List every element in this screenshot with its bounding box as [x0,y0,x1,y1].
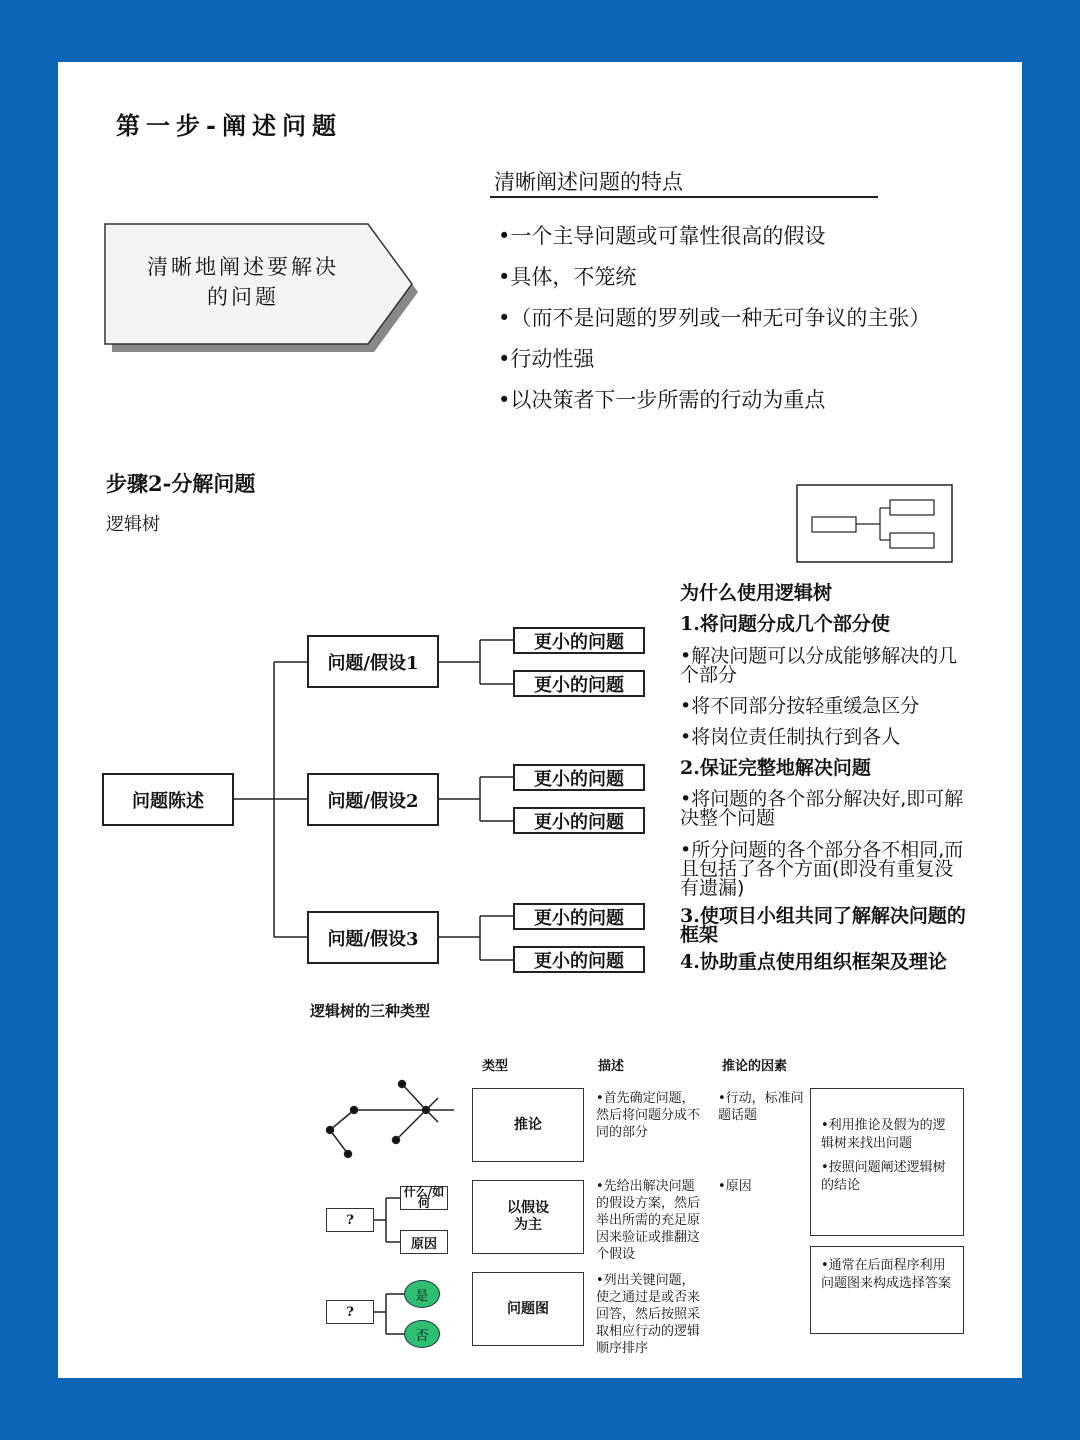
desc-hypothesis: •先给出解决问题的假设方案，然后举出所需的充足原因来验证或推翻这个假设 [596,1179,701,1262]
why-point: 4.协助重点使用组织框架及理论 [680,951,947,973]
tree-branch-1: 问题/假设1 [307,635,439,688]
tree-leaf: 更小的问题 [513,764,645,791]
why-point: •解决问题可以分成能够解决的几个部分 [680,645,958,686]
features-title: 清晰阐述问题的特点 [494,170,683,194]
arrow-text-line1: 清晰地阐述要解决 [147,255,339,279]
tree-leaf: 更小的问题 [513,670,645,697]
note-item: •利用推论及假为的逻辑树来找出问题 [821,1118,946,1151]
issue-map-question-box: ? [326,1300,374,1324]
step1-arrow-text [118,252,368,312]
why-point: 3.使项目小组共同了解解决问题的框架 [680,905,966,946]
why-point: •所分问题的各个部分各不相同,而且包括了各个方面(即没有重复没有遗漏) [680,839,964,899]
why-point: •将问题的各个部分解决好,即可解决整个问题 [680,788,964,829]
tree-leaf: 更小的问题 [513,946,645,973]
tree-leaf: 更小的问题 [513,807,645,834]
features-underline [490,196,878,198]
factor-hypothesis: •原因 [718,1179,752,1194]
hypothesis-question-box: ? [326,1208,374,1232]
note-item: •按照问题阐述逻辑树的结论 [821,1160,946,1193]
yes-circle: 是 [404,1280,440,1308]
notes-box-1 [810,1088,964,1236]
why-point: 2.保证完整地解决问题 [680,757,871,779]
step2-title: 步骤2-分解问题 [106,471,256,496]
desc-deduction: •首先确定问题，然后将问题分成不同的部分 [596,1091,701,1140]
type-hypothesis-line2: 为主 [514,1217,542,1233]
header-type: 类型 [482,1059,509,1074]
logic-tree-icon [796,484,954,564]
tree-root: 问题陈述 [102,773,234,826]
step1-title: 第一步-阐述问题 [116,111,342,140]
step2-subtitle: 逻辑树 [106,514,160,535]
arrow-text-line2: 的问题 [207,285,279,309]
types-title: 逻辑树的三种类型 [310,1002,431,1020]
tree-branch-3: 问题/假设3 [307,911,439,964]
hypothesis-what-box: 什么/如何 [400,1186,448,1210]
no-circle: 否 [404,1320,440,1348]
document-page [58,62,1022,1378]
type-deduction: 推论 [472,1088,584,1162]
feature-item: •一个主导问题或可靠性很高的假设 [498,224,826,248]
type-issue-map: 问题图 [472,1272,584,1346]
header-factors: 推论的因素 [722,1059,788,1074]
factor-deduction: •行动，标准问题话题 [718,1091,804,1123]
feature-item: •行动性强 [498,347,595,371]
header-desc: 描述 [598,1059,625,1074]
type-hypothesis [472,1180,584,1254]
feature-item: •（而不是问题的罗列或一种无可争议的主张） [498,306,931,330]
hypothesis-reason-box: 原因 [400,1230,448,1254]
why-point: •将岗位责任制执行到各人 [680,726,901,748]
type-hypothesis-line1: 以假设 [507,1200,549,1216]
note-item: •通常在后面程序利用问题图来构成选择答案 [821,1258,952,1291]
notes-box-2 [810,1246,964,1334]
tree-leaf: 更小的问题 [513,903,645,930]
tree-branch-2: 问题/假设2 [307,773,439,826]
feature-item: •以决策者下一步所需的行动为重点 [498,388,826,412]
tree-leaf: 更小的问题 [513,627,645,654]
why-title: 为什么使用逻辑树 [680,582,833,604]
feature-item: •具体，不笼统 [498,265,637,289]
desc-issue-map: •列出关键问题，使之通过是或否来回答，然后按照采取相应行动的逻辑顺序排序 [596,1273,701,1356]
why-point: •将不同部分按轻重缓急区分 [680,695,920,717]
why-point: 1.将问题分成几个部分使 [680,613,890,635]
deduction-tree-icon [320,1074,460,1164]
